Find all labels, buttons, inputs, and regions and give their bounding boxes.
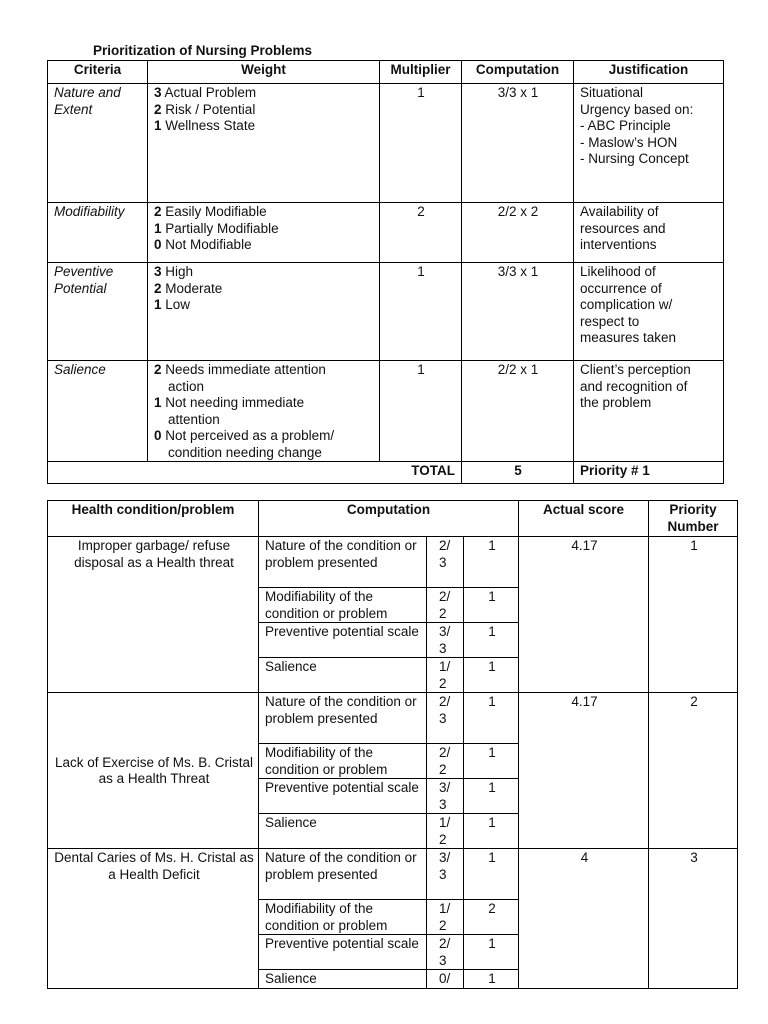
weight-text: Actual Problem: [164, 85, 257, 100]
total-row: [48, 462, 724, 484]
justification-line: occurrence of: [580, 280, 662, 296]
justification-cell: [574, 263, 724, 361]
priority-label: Priority # 1: [574, 462, 724, 484]
weight-cell: [148, 84, 380, 203]
weight-value: 1: [464, 779, 519, 814]
score-fraction: 2/ 2: [427, 744, 464, 779]
table-row: [48, 693, 738, 744]
weight-value: 1: [464, 970, 519, 989]
justification-line: interventions: [580, 237, 657, 252]
weight-text: Low: [165, 297, 191, 312]
justification-line: Client’s perception: [580, 362, 691, 377]
weight-text: Easily Modifiable: [165, 204, 267, 219]
health-condition-cell: Improper garbage/ refuse disposal as a Health threat: [48, 537, 259, 693]
weight-score: 0: [154, 237, 162, 252]
header-multiplier: Multiplier: [380, 61, 462, 84]
justification-line: complication w/: [580, 297, 673, 312]
weight-score: 2: [154, 280, 162, 296]
header-justification: Justification: [574, 61, 724, 84]
justification-line: and recognition of: [580, 378, 688, 394]
criteria-row: [48, 361, 724, 462]
header-computation: Computation: [259, 501, 519, 537]
criterion-label: Nature of the condition or problem presented: [259, 693, 427, 744]
weight-score: 1: [154, 395, 162, 410]
criteria-cell: Salience: [48, 361, 148, 462]
priority-number-cell: 2: [649, 693, 738, 849]
score-fraction: 1/ 2: [427, 900, 464, 935]
score-fraction: 3/ 3: [427, 623, 464, 658]
weight-value: 1: [464, 658, 519, 693]
score-fraction: 1/ 2: [427, 658, 464, 693]
weight-cell: [148, 263, 380, 361]
header-priority-number: Priority Number: [649, 501, 738, 537]
justification-cell: [574, 361, 724, 462]
criterion-label: Preventive potential scale: [259, 779, 427, 814]
weight-value: 1: [464, 623, 519, 658]
weight-text: Not needing immediate: [165, 395, 305, 410]
weight-value: 1: [464, 537, 519, 588]
justification-line: Urgency based on:: [580, 101, 694, 117]
scoring-table-header: [48, 501, 738, 537]
weight-value: 1: [464, 588, 519, 623]
weight-text: Not perceived as a problem/: [165, 428, 335, 443]
weight-score: 1: [154, 220, 162, 236]
score-fraction: 3/ 3: [427, 849, 464, 900]
weight-value: 1: [464, 814, 519, 849]
header-health-condition: Health condition/problem: [48, 501, 259, 537]
document-title: Prioritization of Nursing Problems: [93, 43, 313, 58]
weight-score: 2: [154, 101, 162, 117]
score-fraction: 0/: [427, 970, 464, 989]
weight-value: 1: [464, 935, 519, 970]
score-fraction: 1/ 2: [427, 814, 464, 849]
weight-text: Partially Modifiable: [165, 220, 279, 236]
weight-text: Wellness State: [165, 118, 256, 133]
justification-line: Likelihood of: [580, 264, 656, 279]
justification-line: Availability of: [580, 204, 659, 219]
criterion-label: Nature of the condition or problem presented: [259, 849, 427, 900]
priority-number-cell: 3: [649, 849, 738, 989]
health-condition-cell: Dental Caries of Ms. H. Cristal as a Health Deficit: [48, 849, 259, 989]
criteria-cell: Peventive Potential: [48, 263, 148, 361]
weight-score: 2: [154, 204, 162, 219]
multiplier-cell: 1: [380, 263, 462, 361]
computation-cell: 2/2 x 2: [462, 203, 574, 263]
actual-score-cell: 4.17: [519, 537, 649, 693]
criteria-cell: Nature and Extent: [48, 84, 148, 203]
header-criteria: Criteria: [48, 61, 148, 84]
justification-line: Situational: [580, 85, 644, 100]
justification-line: the problem: [580, 395, 652, 410]
header-computation: Computation: [462, 61, 574, 84]
justification-cell: [574, 203, 724, 263]
weight-score: 3: [154, 85, 162, 100]
weight-text: Risk / Potential: [165, 101, 256, 117]
header-weight: Weight: [148, 61, 380, 84]
priority-scoring-table: [47, 500, 738, 989]
criterion-label: Nature of the condition or problem presented: [259, 537, 427, 588]
priority-number-cell: 1: [649, 537, 738, 693]
criterion-label: Preventive potential scale: [259, 623, 427, 658]
actual-score-cell: 4: [519, 849, 649, 989]
justification-line: measures taken: [580, 330, 677, 345]
health-condition-cell: Lack of Exercise of Ms. B. Cristal as a Health Threat: [48, 693, 259, 849]
criteria-row: [48, 84, 724, 203]
weight-text-cont: condition needing change: [168, 444, 322, 460]
criterion-label: Modifiability of the condition or problem: [259, 588, 427, 623]
justification-line: resources and: [580, 220, 666, 236]
criterion-label: Modifiability of the condition or problem: [259, 744, 427, 779]
score-fraction: 2/ 3: [427, 935, 464, 970]
table-row: [48, 849, 738, 900]
weight-cell: [148, 203, 380, 263]
weight-value: 1: [464, 744, 519, 779]
weight-cell: [148, 361, 380, 462]
weight-text: Moderate: [165, 280, 223, 296]
weight-value: 1: [464, 693, 519, 744]
weight-score: 3: [154, 264, 162, 279]
score-fraction: 2/ 3: [427, 537, 464, 588]
computation-cell: 2/2 x 1: [462, 361, 574, 462]
table-row: [48, 537, 738, 588]
score-fraction: 2/ 2: [427, 588, 464, 623]
criteria-table: [47, 60, 724, 484]
score-fraction: 2/ 3: [427, 693, 464, 744]
criterion-label: Preventive potential scale: [259, 935, 427, 970]
criterion-label: Modifiability of the condition or problem: [259, 900, 427, 935]
multiplier-cell: 2: [380, 203, 462, 263]
weight-text-cont: attention: [168, 411, 220, 427]
criterion-label: Salience: [259, 970, 427, 989]
criteria-row: [48, 203, 724, 263]
computation-cell: 3/3 x 1: [462, 84, 574, 203]
criteria-table-header: [48, 61, 724, 84]
score-fraction: 3/ 3: [427, 779, 464, 814]
weight-score: 0: [154, 428, 162, 443]
criteria-cell: Modifiability: [48, 203, 148, 263]
criterion-label: Salience: [259, 658, 427, 693]
criterion-label: Salience: [259, 814, 427, 849]
weight-text: High: [165, 264, 194, 279]
justification-cell: [574, 84, 724, 203]
justification-line: - ABC Principle: [580, 118, 671, 133]
weight-score: 1: [154, 297, 162, 312]
weight-score: 2: [154, 362, 162, 377]
weight-value: 2: [464, 900, 519, 935]
header-actual-score: Actual score: [519, 501, 649, 537]
weight-text: Needs immediate attention: [165, 362, 326, 377]
actual-score-cell: 4.17: [519, 693, 649, 849]
justification-line: respect to: [580, 313, 640, 329]
justification-line: - Maslow’s HON: [580, 134, 678, 150]
total-value: 5: [462, 462, 574, 484]
justification-line: - Nursing Concept: [580, 151, 689, 166]
computation-cell: 3/3 x 1: [462, 263, 574, 361]
total-label: TOTAL: [48, 462, 462, 484]
weight-text-cont: action: [168, 378, 205, 394]
weight-value: 1: [464, 849, 519, 900]
criteria-row: [48, 263, 724, 361]
weight-text: Not Modifiable: [165, 237, 252, 252]
multiplier-cell: 1: [380, 84, 462, 203]
multiplier-cell: 1: [380, 361, 462, 462]
weight-score: 1: [154, 118, 162, 133]
